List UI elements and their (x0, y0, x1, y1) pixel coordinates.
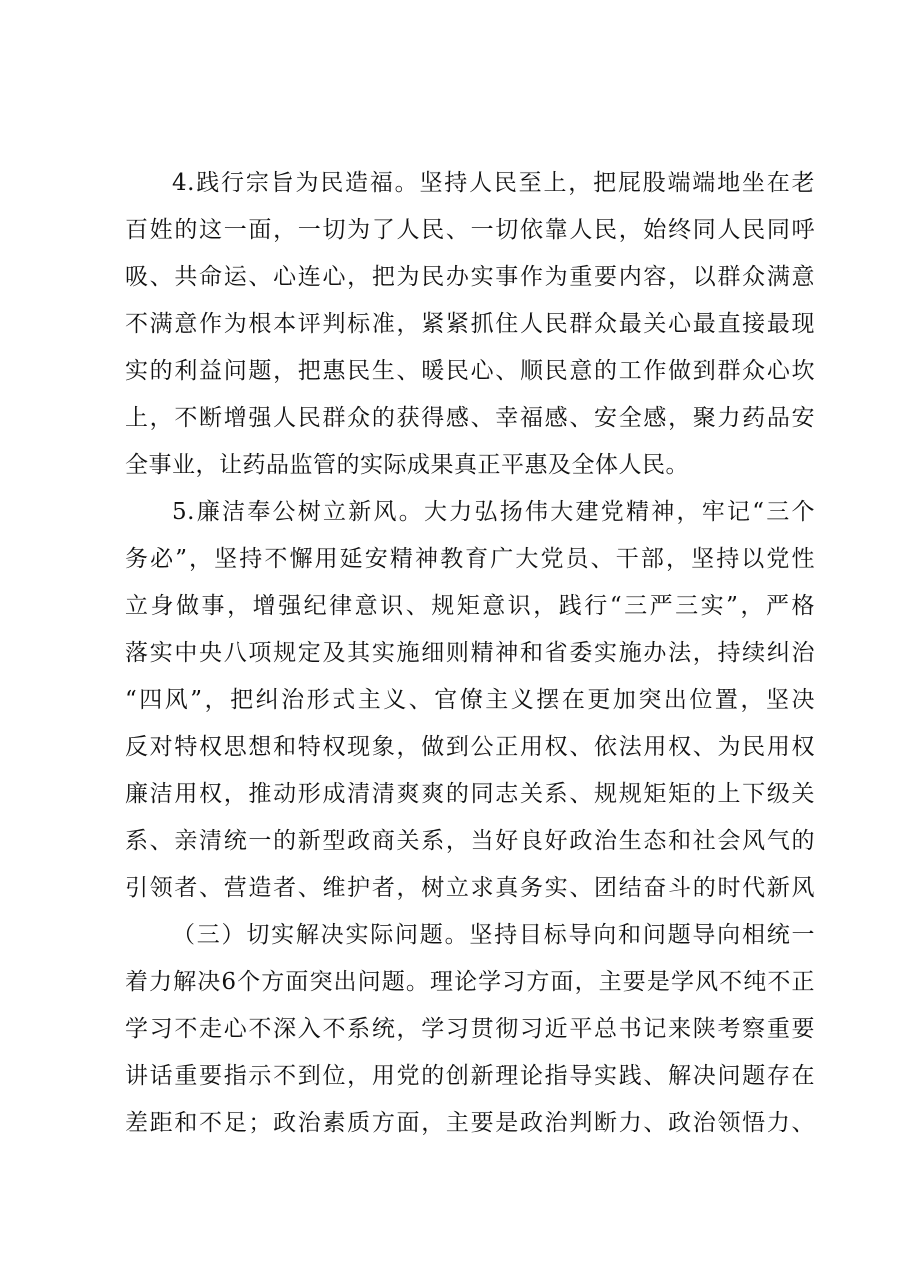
text-line: 实的利益问题，把惠民生、暖民心、顺民意的工作做到群众心坎 (125, 358, 815, 384)
text-line: 讲话重要指示不到位，用党的创新理论指导实践、解决问题存在 (125, 1063, 815, 1089)
text-line: 差距和不足；政治素质方面，主要是政治判断力、政治领悟力、 (125, 1110, 815, 1136)
text-line: 4.践行宗旨为民造福。坚持人民至上，把屁股端端地坐在老 (172, 170, 815, 196)
text-line: 百姓的这一面，一切为了人民、一切依靠人民，始终同人民同呼 (125, 217, 815, 243)
text-line: 反对特权思想和特权现象，做到公正用权、依法用权、为民用权 (125, 734, 815, 760)
text-line: 务必”，坚持不懈用延安精神教育广大党员、干部，坚持以党性 (125, 546, 815, 572)
text-line: 系、亲清统一的新型政商关系，当好良好政治生态和社会风气的 (125, 828, 815, 854)
text-line: 吸、共命运、心连心，把为民办实事作为重要内容，以群众满意 (125, 264, 815, 290)
text-line: 全事业，让药品监管的实际成果真正平惠及全体人民。 (125, 452, 689, 478)
text-line: 5.廉洁奉公树立新风。大力弘扬伟大建党精神，牢记“三个 (172, 499, 815, 525)
text-line: 着力解决6个方面突出问题。理论学习方面，主要是学风不纯不正 (125, 969, 815, 995)
text-line: 学习不走心不深入不系统，学习贯彻习近平总书记来陕考察重要 (125, 1016, 815, 1042)
text-line: “四风”，把纠治形式主义、官僚主义摆在更加突出位置，坚决 (125, 687, 815, 713)
text-line: 立身做事，增强纪律意识、规矩意识，践行“三严三实”，严格 (125, 593, 815, 619)
text-line: 上，不断增强人民群众的获得感、幸福感、安全感，聚力药品安 (125, 405, 815, 431)
text-line: （三）切实解决实际问题。坚持目标导向和问题导向相统一 (172, 922, 815, 948)
text-line: 廉洁用权，推动形成清清爽爽的同志关系、规规矩矩的上下级关 (125, 781, 815, 807)
text-line: 落实中央八项规定及其实施细则精神和省委实施办法，持续纠治 (125, 640, 815, 666)
text-line: 引领者、营造者、维护者，树立求真务实、团结奋斗的时代新风 (125, 875, 815, 901)
text-line: 不满意作为根本评判标准，紧紧抓住人民群众最关心最直接最现 (125, 311, 815, 337)
